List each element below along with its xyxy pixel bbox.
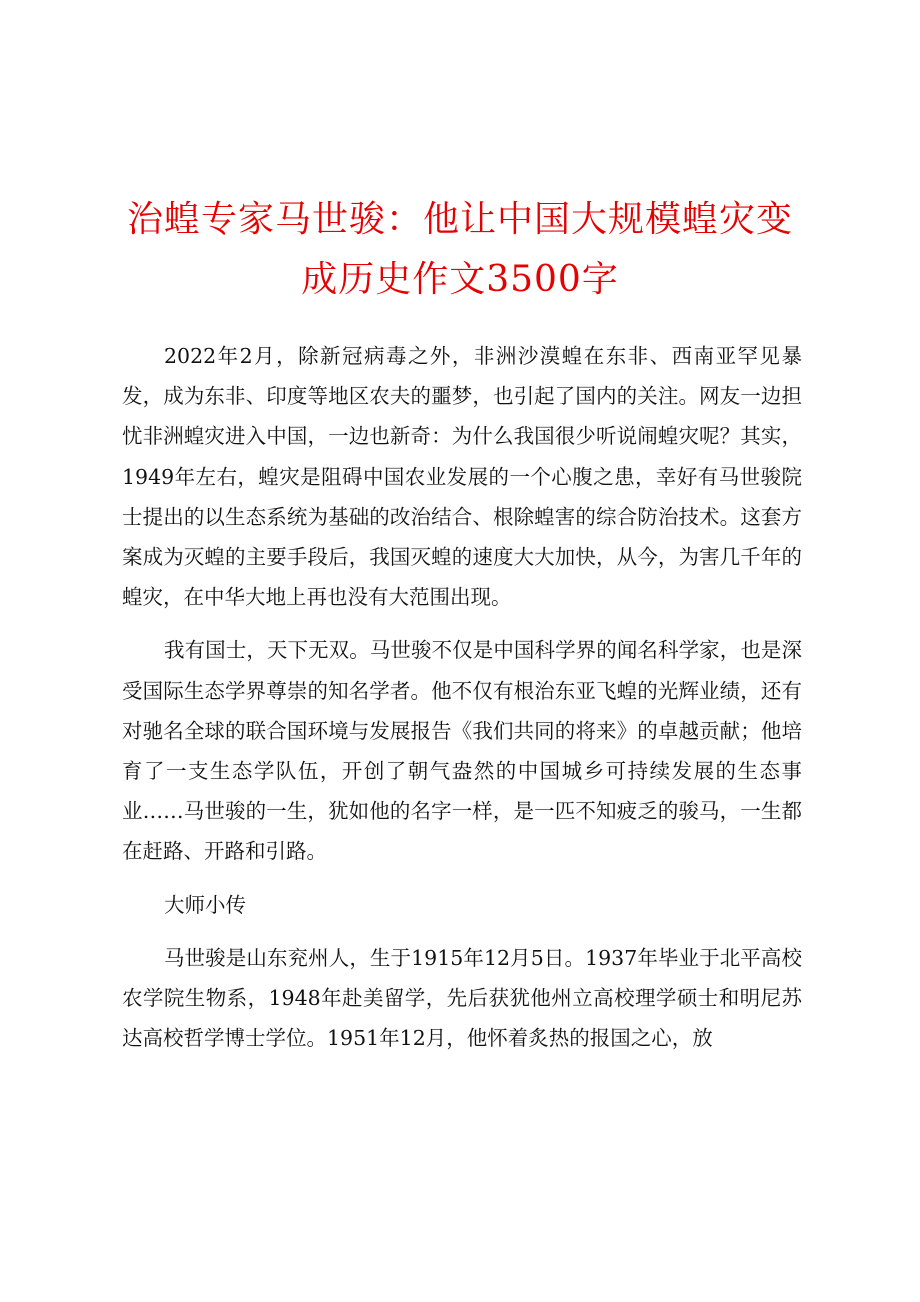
- paragraph-3: 马世骏是山东兖州人，生于1915年12月5日。1937年毕业于北平高校农学院生物系，1948年赴美留学，先后获犹他州立高校理学硕士和明尼苏达高校哲学博士学位。1951年12月，他怀着炙热的报国之心，放: [122, 945, 802, 1051]
- document-body: [122, 336, 802, 1071]
- section-subheading: 大师小传: [164, 892, 246, 917]
- paragraph-2: 我有国士，天下无双。马世骏不仅是中国科学界的闻名科学家，也是深受国际生态学界尊崇的知名学者。他不仅有根治东亚飞蝗的光辉业绩，还有对驰名全球的联合国环境与发展报告《我们共同的将来》的卓越贡献；他培育了一支生态学队伍，开创了朝气盎然的中国城乡可持续发展的生态事业……马世骏的一生，犹如他的名字一样，是一匹不知疲乏的骏马，一生都在赶路、开路和引路。: [122, 638, 802, 864]
- paragraph-1: 2022年2月，除新冠病毒之外，非洲沙漠蝗在东非、西南亚罕见暴发，成为东非、印度等地区农夫的噩梦，也引起了国内的关注。网友一边担忧非洲蝗灾进入中国，一边也新奇：为什么我国很少听说闹蝗灾呢？其实，1949年左右，蝗灾是阻碍中国农业发展的一个心腹之患，幸好有马世骏院士提出的以生态系统为基础的改治结合、根除蝗害的综合防治技术。这套方案成为灭蝗的主要手段后，我国灭蝗的速度大大加快，从今，为害几千年的蝗灾，在中华大地上再也没有大范围出现。: [122, 344, 802, 610]
- document-title: 治蝗专家马世骏：他让中国大规模蝗灾变成历史作文3500字: [126, 199, 793, 300]
